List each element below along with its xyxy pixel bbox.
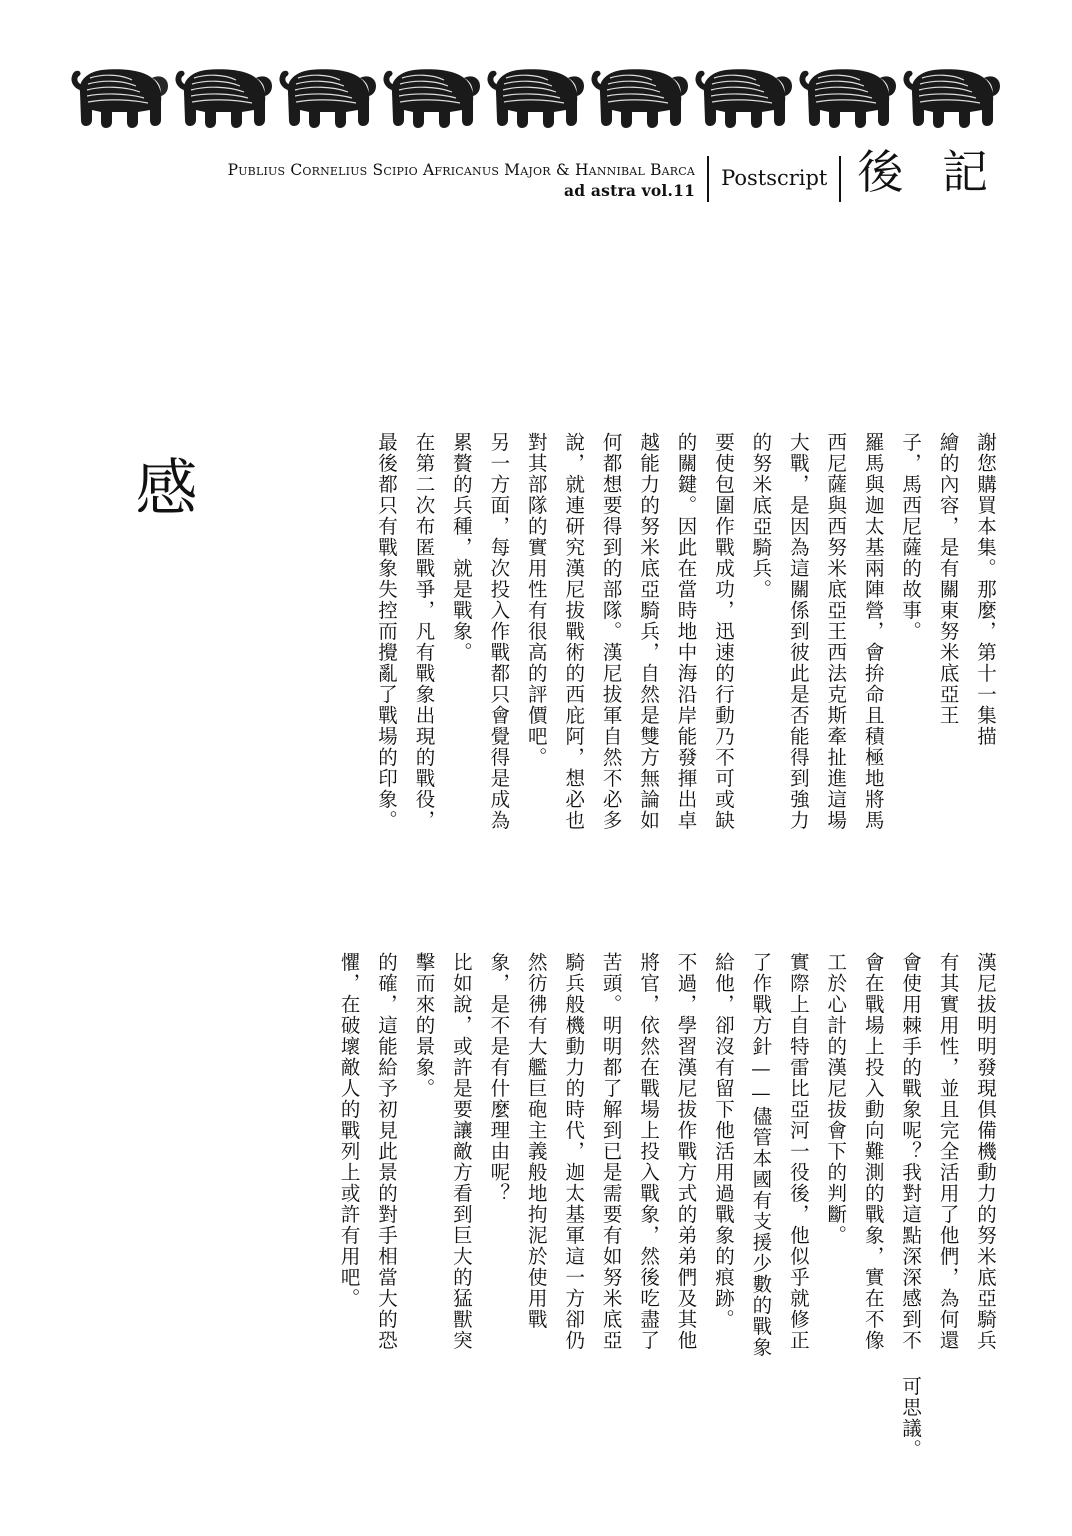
- text-column: 的關鍵。因此在當時地中海沿岸能發揮出卓: [674, 432, 698, 831]
- text-column: 象，是不是有什麼理由呢？: [487, 952, 511, 1204]
- page-header: [68, 142, 1004, 204]
- elephant-icon: [68, 62, 172, 134]
- text-column: 累贅的兵種，就是戰象。: [449, 432, 473, 663]
- latin-title-line2: ad astra vol.11: [564, 180, 696, 200]
- postscript-body-lower: [64, 952, 1004, 1492]
- text-column: 謝您購買本集。那麼，第十一集描: [974, 432, 997, 747]
- elephant-icon: [380, 62, 484, 134]
- postscript-body-upper: [124, 432, 1004, 952]
- postscript-label: Postscript: [721, 166, 828, 190]
- text-column: 了作戰方針——儘管本國有支援少數的戰象: [749, 952, 773, 1358]
- text-column: 不過，學習漢尼拔作戰方式的弟弟們及其他: [674, 952, 698, 1351]
- elephant-icon: [484, 62, 588, 134]
- text-column: 越能力的努米底亞騎兵，自然是雙方無論如: [637, 432, 661, 831]
- text-column: 懼，在破壞敵人的戰列上或許有用吧。: [337, 952, 361, 1309]
- text-column: 將官，依然在戰場上投入戰象，然後吃盡了: [637, 952, 661, 1351]
- text-column: 漢尼拔明明發現俱備機動力的努米底亞騎兵: [974, 952, 997, 1351]
- page-title: 後 記: [857, 145, 1000, 199]
- text-column: 子，馬西尼薩的故事。: [899, 432, 923, 642]
- text-column: 騎兵般機動力的時代，迦太基軍這一方卻仍: [562, 952, 586, 1351]
- elephant-icon: [276, 62, 380, 134]
- text-column: 有其實用性，並且完全活用了他們，為何還: [936, 952, 960, 1351]
- text-column: 最後都只有戰象失控而攪亂了戰場的印象。: [375, 432, 398, 831]
- text-column: 說，就連研究漢尼拔戰術的西庇阿，想必也: [562, 432, 586, 831]
- text-column: 在第二次布匿戰爭，凡有戰象出現的戰役，: [412, 432, 436, 831]
- elephant-icon: [796, 62, 900, 134]
- text-column: 另一方面，每次投入作戰都只會覺得是成為: [487, 432, 511, 831]
- text-column: 工於心計的漢尼拔會下的判斷。: [824, 952, 848, 1246]
- text-column: 然彷彿有大艦巨砲主義般地拘泥於使用戰: [524, 952, 548, 1330]
- elephant-icon: [172, 62, 276, 134]
- text-column: 繪的內容，是有關東努米底亞王: [936, 432, 960, 726]
- text-column: 要使包圍作戰成功，迅速的行動乃不可或缺: [711, 432, 735, 831]
- elephant-frieze: [68, 62, 1004, 134]
- text-column: 羅馬與迦太基兩陣營，會拚命且積極地將馬: [861, 432, 885, 831]
- elephant-icon: [588, 62, 692, 134]
- text-column: 的努米底亞騎兵。: [749, 432, 773, 600]
- text-column: 對其部隊的實用性有很高的評價吧。: [524, 432, 548, 768]
- text-column: 何都想要得到的部隊。漢尼拔軍自然不必多: [599, 432, 623, 831]
- text-column: 會使用棘手的戰象呢？我對這點深深感到不: [899, 952, 923, 1351]
- text-column: 比如說，或許是要讓敵方看到巨大的猛獸突: [449, 952, 473, 1351]
- elephant-icon: [692, 62, 796, 134]
- text-column: 大戰，是因為這關係到彼此是否能得到強力: [786, 432, 810, 831]
- text-column: 實際上自特雷比亞河一役後，他似乎就修正: [786, 952, 810, 1351]
- text-column: 可思議。: [899, 1375, 923, 1460]
- text-column: 的確，這能給予初見此景的對手相當大的恐: [375, 952, 398, 1351]
- text-column: 西尼薩與西努米底亞王西法克斯牽扯進這場: [824, 432, 848, 831]
- latin-title-line1: Publius Cornelius Scipio Africanus Major & Hannibal Barca: [227, 161, 696, 180]
- drop-character: 感: [125, 455, 198, 517]
- text-column: 會在戰場上投入動向難測的戰象，實在不像: [861, 952, 885, 1351]
- elephant-icon: [900, 62, 1004, 134]
- text-column: 苦頭。明明都了解到已是需要有如努米底亞: [599, 952, 623, 1351]
- text-column: 給他，卻沒有留下他活用過戰象的痕跡。: [711, 952, 735, 1330]
- text-column: 擊而來的景象。: [412, 952, 436, 1099]
- latin-title: [228, 161, 707, 204]
